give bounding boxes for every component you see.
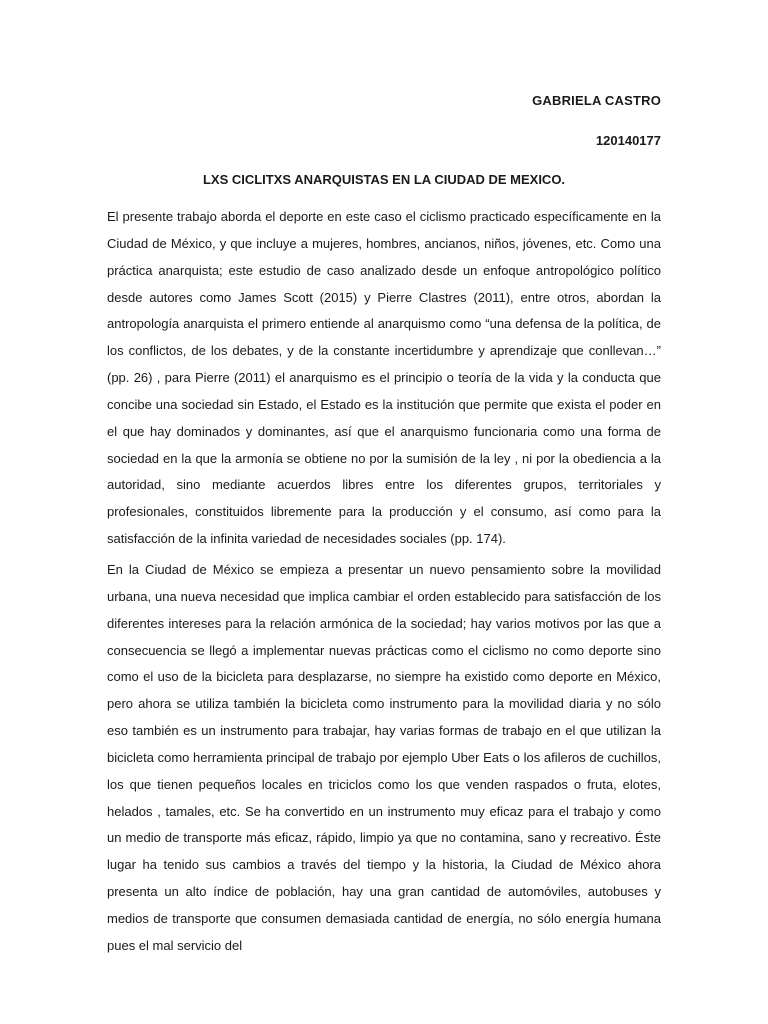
paragraph-2: En la Ciudad de México se empieza a presentar un nuevo pensamiento sobre la movilidad urbana, una nueva necesidad que implica cambiar el orden establecido para satisfacción de los diferentes intereses para la relación armónica de la sociedad; hay varios motivos por las que a consecuencia se llegó a implementar nuevas prácticas como el ciclismo no como deporte sino como el uso de la bicicleta para desplazarse, no siempre ha existido como deporte en México, pero ahora se utiliza también la bicicleta como instrumento para la movilidad diaria y no sólo eso también es un instrumento para trabajar, hay varias formas de trabajo en el que utilizan la bicicleta como herramienta principal de trabajo por ejemplo Uber Eats o los afileros de cuchillos, los que tienen pequeños locales en triciclos como los que venden raspados o fruta, elotes, helados , tamales, etc. Se ha convertido en un instrumento muy eficaz para el trabajo y como un medio de transporte más eficaz, rápido, limpio ya que no contamina, sano y recreativo. Éste lugar ha tenido sus cambios a través del tiempo y la historia, la Ciudad de México ahora presenta un alto índice de población, hay una gran cantidad de automóviles, autobuses y medios de transporte que consumen demasiada cantidad de energía, no sólo energía humana pues el mal servicio del [107,562,661,953]
document-title: LXS CICLITXS ANARQUISTAS EN LA CIUDAD DE MEXICO. [202,172,566,187]
paragraph-1: El presente trabajo aborda el deporte en este caso el ciclismo practicado específicamente en la Ciudad de México, y que incluye a mujeres, hombres, ancianos, niños, jóvenes, etc. Como una práctica anarquista; este estudio de caso analizado desde un enfoque antropológico político desde autores como James Scott (2015) y Pierre Clastres (2011), entre otros, abordan la antropología anarquista el primero entiende al anarquismo como “una defensa de la política, de los conflictos, de los debates, y de la constante incertidumbre y aprendizaje que conllevan…” (pp. 26) , para Pierre (2011) el anarquismo es el principio o teoría de la vida y la conducta que concibe una sociedad sin Estado, el Estado es la institución que permite que exista el poder en el que hay dominados y dominantes, así que el anarquismo funcionaria como una forma de sociedad en la que la armonía se obtiene no por la sumisión de la ley , ni por la obediencia a la autoridad, sino mediante acuerdos libres entre los diferentes grupos, territoriales y profesionales, constituidos libremente para la producción y el consumo, así como para la satisfacción de la infinita variedad de necesidades sociales (pp. 174). [107,209,661,547]
author-name: GABRIELA CASTRO [532,93,661,108]
student-id: 120140177 [595,133,661,148]
